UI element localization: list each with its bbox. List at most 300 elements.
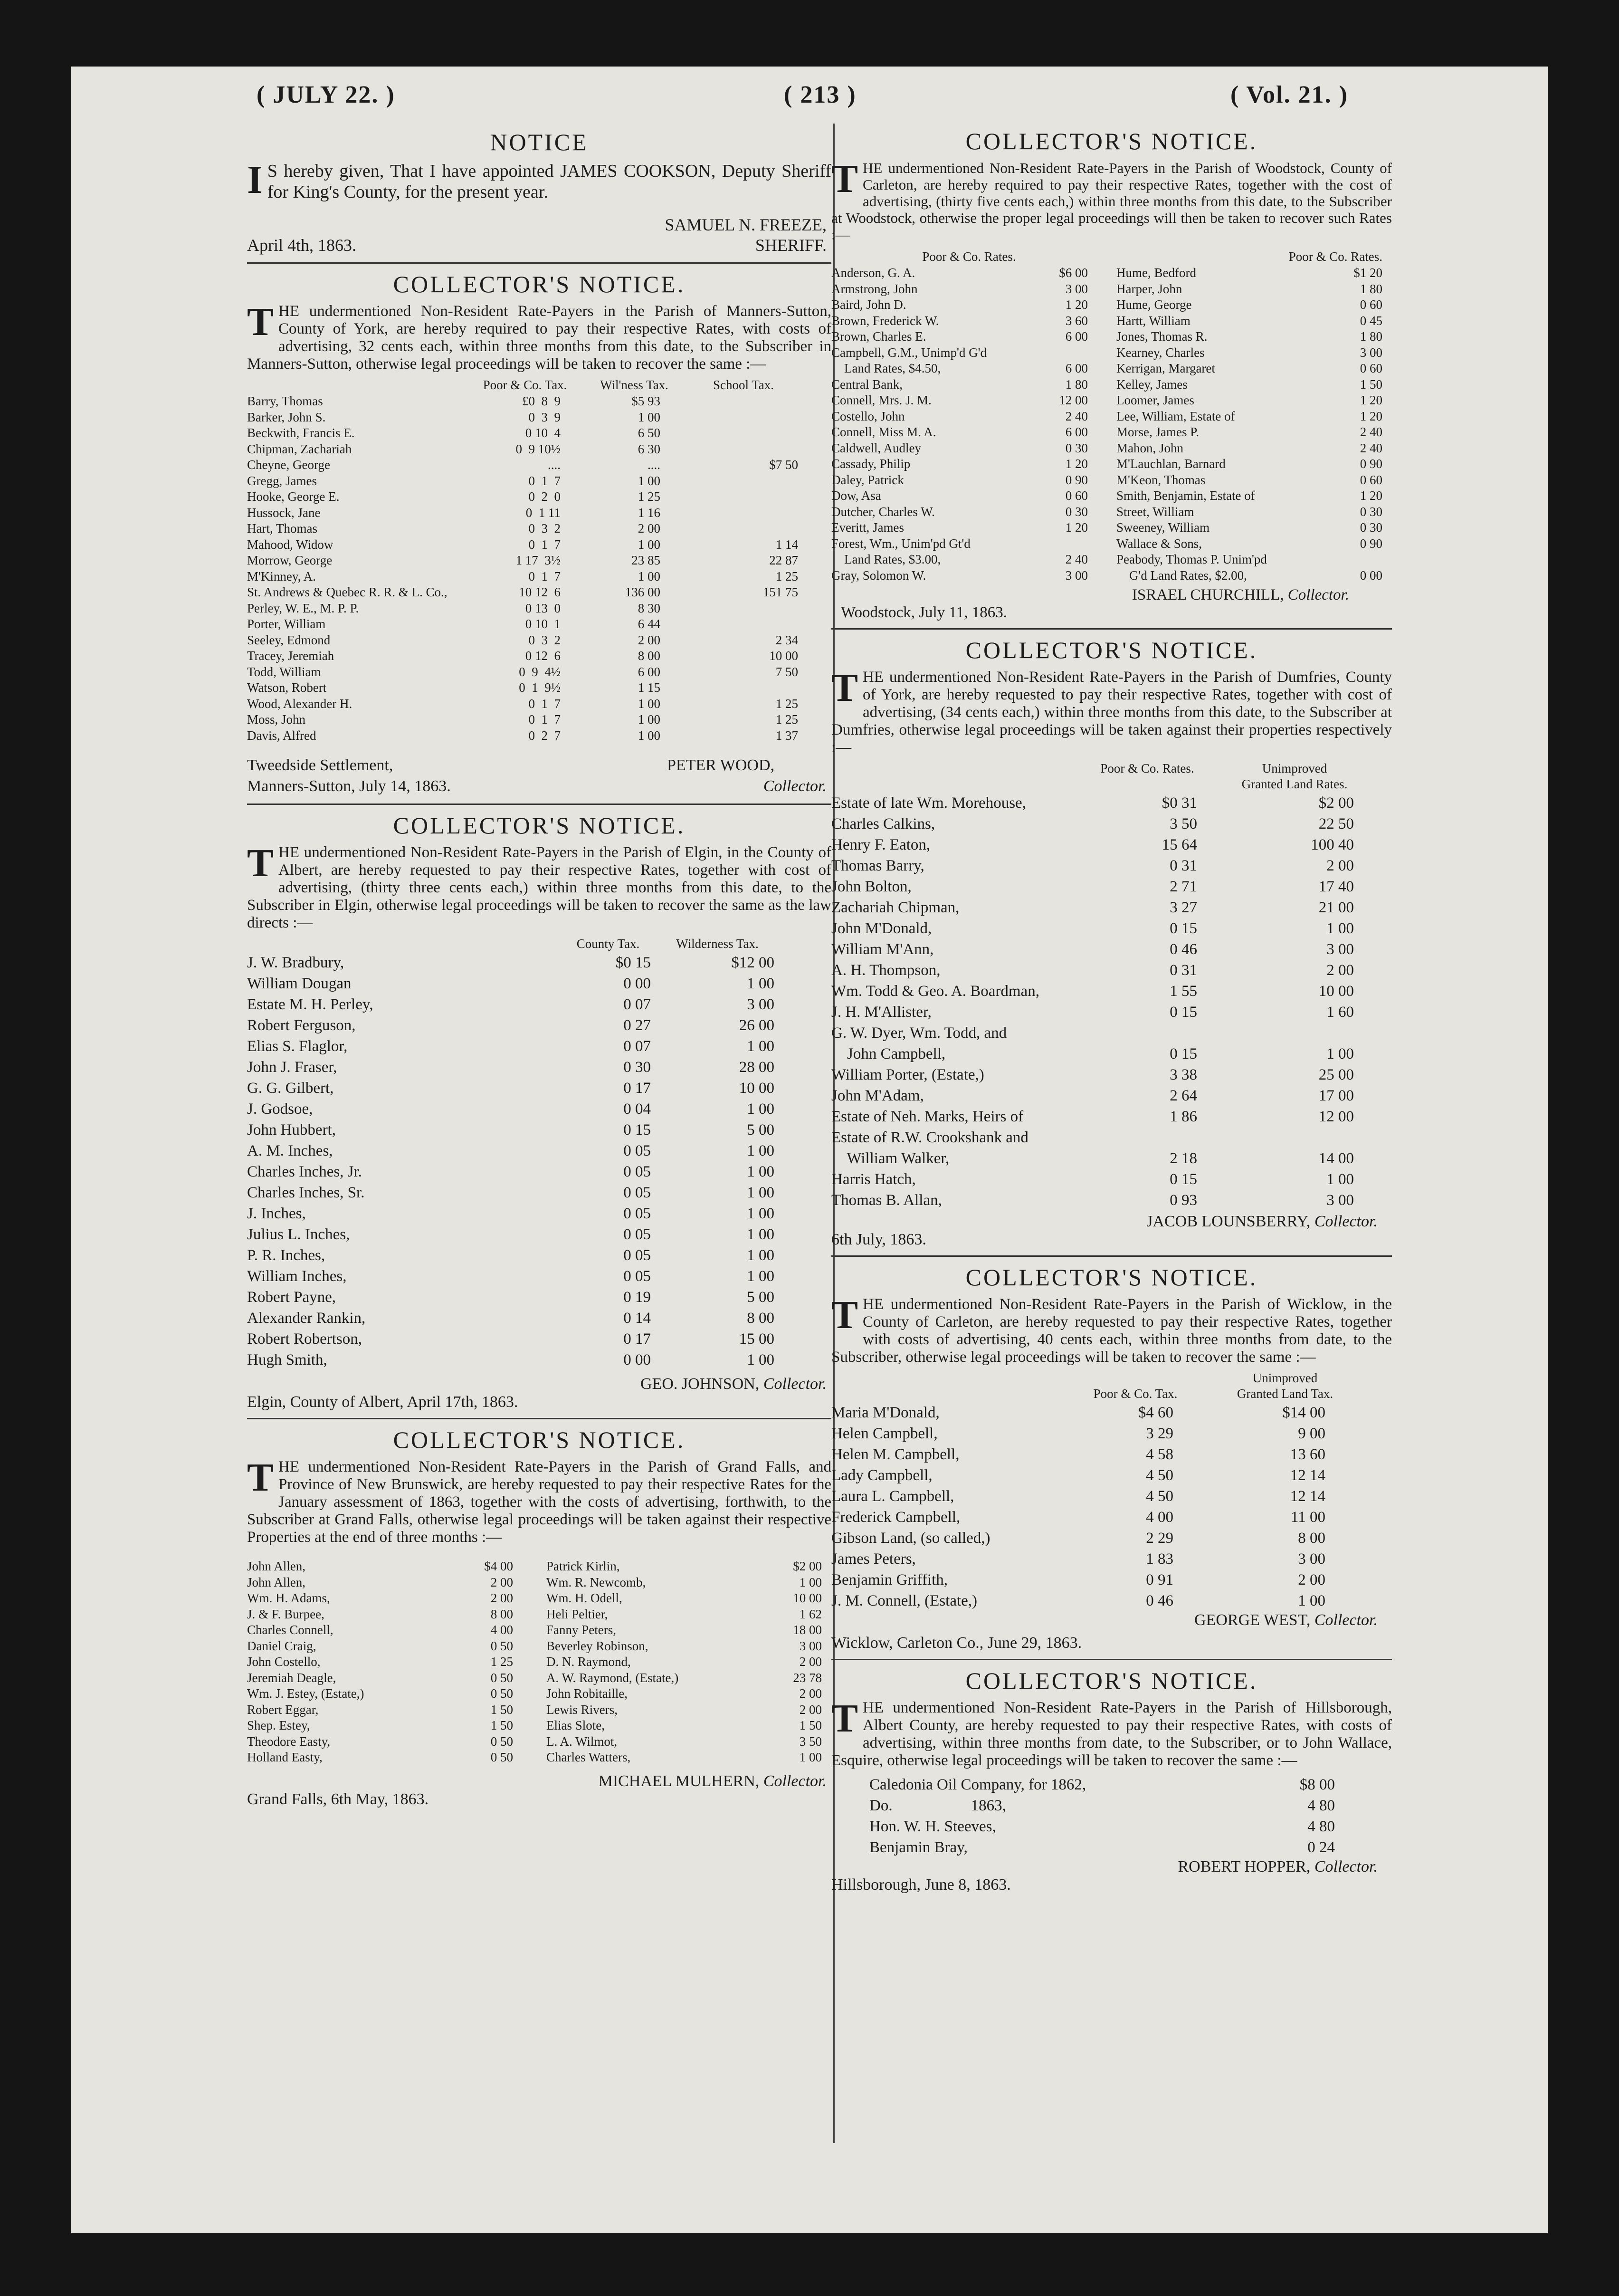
rate-value — [660, 425, 798, 441]
separator — [247, 804, 831, 805]
table-row — [831, 1423, 1392, 1444]
table-row — [831, 1023, 1392, 1043]
notice-body: THE undermentioned Non-Resident Rate-Payers in the Parish of Wicklow, in the County of Carleton, are hereby requested to pay their respective Rates, together with costs of advertising, 40 cents each, within three months from date, to the Subscriber, otherwise legal proceedings will be taken to recover the same :— — [831, 1293, 1392, 1366]
rate-value: 0 17 — [623, 1330, 651, 1348]
payer-name: Elias Slote, — [546, 1718, 605, 1732]
rate-value: 4 50 — [1146, 1467, 1173, 1484]
rate-value: 0 1 11 — [525, 505, 561, 520]
rate-value: 1 00 — [799, 1575, 822, 1589]
rate-value: 2 00 — [638, 632, 660, 647]
table-row — [247, 601, 831, 617]
rate-value: 22 50 — [1318, 815, 1354, 832]
payer-name: Connell, Mrs. J. M. — [831, 393, 932, 407]
rate-value: 2 00 — [1326, 962, 1354, 979]
notice-body: I S hereby given, That I have appointed JAMES COOKSON, Deputy Sheriff for King's County, for the present year. — [247, 158, 831, 202]
rate-value: 3 00 — [799, 1638, 822, 1653]
table-row — [1116, 265, 1392, 281]
rate-value: 136 00 — [625, 585, 660, 599]
rate-value: 0 27 — [623, 1017, 651, 1034]
payer-name: Seeley, Edmond — [247, 632, 331, 647]
table-row — [869, 1774, 1392, 1795]
payer-name: Anderson, G. A. — [831, 266, 915, 280]
rate-value: 0 50 — [490, 1734, 513, 1749]
rate-value: 0 60 — [1360, 297, 1382, 312]
rate-value: 0 2 0 — [528, 489, 561, 504]
rate-value: 0 15 — [1170, 1045, 1197, 1062]
payer-name: Harper, John — [1116, 281, 1182, 296]
payer-name: Wm. R. Newcomb, — [546, 1575, 646, 1589]
table-row — [247, 1559, 532, 1575]
rate-value: 6 44 — [638, 617, 660, 631]
rate-value: 1 00 — [747, 1351, 774, 1368]
rate-value: 21 00 — [1318, 899, 1354, 916]
rate-value: $5 93 — [631, 394, 660, 408]
payer-name: Hume, Bedford — [1116, 266, 1196, 280]
table-row — [247, 1718, 532, 1734]
payer-name: Wm. Todd & Geo. A. Boardman, — [831, 983, 1039, 1000]
notice-role: Collector. — [763, 1375, 827, 1393]
rate-value: 12 14 — [1290, 1467, 1325, 1484]
rate-value: 1 16 — [638, 505, 660, 520]
rate-value: 1 83 — [1146, 1550, 1173, 1568]
rate-value: 0 2 7 — [528, 728, 561, 743]
table-row — [247, 410, 831, 426]
table-row — [1116, 361, 1392, 377]
rate-value: $2 00 — [1318, 794, 1354, 812]
notice-body: THE undermentioned Non-Resident Rate-Payers in the Parish of Grand Falls, and Province of New Brunswick, are hereby requested to pay their respective Rates for the January assessment of 1863, together with the costs of advertising, forthwith, to the Subscriber at Grand Falls, otherwise legal proceedings will be taken against their respective Properties at the end of three months :— — [247, 1455, 831, 1546]
table-row — [247, 712, 831, 728]
table-row — [546, 1654, 831, 1670]
rate-value: 1 00 — [747, 1038, 774, 1055]
table-row — [831, 1085, 1392, 1106]
rate-value: 2 00 — [1326, 857, 1354, 874]
payer-name: Elias S. Flaglor, — [247, 1038, 348, 1055]
table-row — [247, 1245, 831, 1266]
rate-value: 2 64 — [1170, 1087, 1197, 1104]
notice-signer: GEO. JOHNSON, — [640, 1375, 760, 1393]
rate-value: 8 00 — [1298, 1530, 1325, 1547]
payer-name: Brown, Frederick W. — [831, 313, 939, 328]
table-row — [831, 1528, 1392, 1549]
rate-value — [660, 489, 798, 505]
rate-value: 3 38 — [1170, 1066, 1197, 1083]
payer-name: Charles Watters, — [546, 1750, 631, 1764]
rate-value: 0 30 — [1360, 504, 1382, 519]
drop-cap: T — [831, 157, 858, 201]
rate-value: 7 50 — [775, 664, 798, 679]
rate-value: 3 27 — [1170, 899, 1197, 916]
table-row — [831, 1002, 1392, 1023]
separator — [247, 262, 831, 264]
payer-name: Alexander Rankin, — [247, 1310, 366, 1327]
table-row — [831, 960, 1392, 981]
rate-value: 1 50 — [490, 1718, 513, 1732]
table-row — [247, 1140, 831, 1161]
payer-name: Mahood, Widow — [247, 537, 333, 552]
rate-value — [660, 410, 798, 426]
payer-name: Lady Campbell, — [831, 1467, 933, 1484]
payer-name: Hon. W. H. Steeves, — [869, 1818, 996, 1835]
rate-value: 1 20 — [1065, 457, 1088, 471]
rate-value: 1 20 — [1360, 488, 1382, 503]
payer-name: J. Inches, — [247, 1205, 306, 1222]
wicklow-notice: COLLECTOR'S NOTICE. THE undermentioned Non-Resident Rate-Payers in the Parish of Wicklow, in the County of Carleton, are hereby requested to pay their respective Rates, together with costs of advertising, 40 cents each, within three months from date, to the Subscriber, otherwise legal proceedings will be taken to recover the same :— Unimproved Poor & Co. Tax. Granted Land Tax. Maria M'Donald, $4 60 $14 00 Helen Campbell, 3 29 9 00 Helen M. Campbell, 4 58 13 60 Lady Campbell, 4 50 12 14 Laura L. Campbell, 4 50 12 14 Frederick Campbell, 4 00 11 00 Gibson Land, (so called,) 2 29 8 00 James Peters, 1 83 3 00 Benjamin Griffith, 0 91 2 00 J. M. Connell, (Estate,) 0 46 1 00 GEORGE WEST, Collector. Wicklow, Carleton Co., June 29, 1863. — [831, 1264, 1392, 1652]
rate-value: 1 80 — [1360, 329, 1382, 344]
table-row — [247, 1686, 532, 1702]
payer-name: Watson, Robert — [247, 680, 327, 695]
table-row — [546, 1590, 831, 1607]
notice-title: NOTICE — [490, 129, 589, 155]
rate-value: 0 3 9 — [528, 410, 561, 424]
rate-value: 0 17 — [623, 1080, 651, 1097]
payer-name: St. Andrews & Quebec R. R. & L. Co., — [247, 585, 448, 599]
rate-value: 1 00 — [747, 1163, 774, 1180]
rate-value — [1325, 552, 1382, 568]
table-row — [831, 392, 1107, 409]
notice-body: THE undermentioned Non-Resident Rate-Payers in the Parish of Elgin, in the County of Albert, are hereby requested to pay their respective Rates, together with cost of advertising, (thirty three cents each,) within three months from this date, to the Subscriber in Elgin, otherwise legal proceedings will be taken to recover the same as the law directs :— — [247, 841, 831, 931]
notice-body: THE undermentioned Non-Resident Rate-Payers in the Parish of Hillsborough, Albert County, are hereby requested to pay their respective Rates, with costs of advertising, within three months from date, to the Subscriber, or to John Wallace, Esquire, otherwise legal proceedings will be taken to recover the same :— — [831, 1696, 1392, 1769]
table-row — [546, 1686, 831, 1702]
payer-name: Frederick Campbell, — [831, 1509, 961, 1526]
rate-value: 1 80 — [1360, 281, 1382, 296]
table-row — [1116, 313, 1392, 329]
rate-table-right — [546, 1559, 831, 1766]
payer-name: Hume, George — [1116, 297, 1192, 312]
rate-value: 1 50 — [490, 1702, 513, 1717]
payer-name: Kearney, Charles — [1116, 345, 1205, 360]
payer-name: Morse, James P. — [1116, 425, 1199, 439]
rate-value: 0 60 — [1065, 488, 1088, 503]
table-row — [831, 1507, 1392, 1528]
rate-value: 10 00 — [739, 1080, 774, 1097]
payer-name: D. N. Raymond, — [546, 1655, 631, 1669]
payer-name: Kelley, James — [1116, 377, 1188, 392]
rate-value: 1 86 — [1170, 1108, 1197, 1125]
payer-name: James Peters, — [831, 1550, 916, 1568]
payer-name: John Allen, — [247, 1575, 306, 1589]
table-row — [247, 1224, 831, 1245]
table-header: County Tax. Wilderness Tax. — [576, 937, 759, 951]
table-row — [1116, 345, 1392, 361]
rate-value: 0 30 — [1065, 504, 1088, 519]
table-row — [247, 1308, 831, 1329]
rate-value: 0 50 — [490, 1670, 513, 1685]
table-row — [247, 553, 831, 569]
table-row — [1116, 504, 1392, 520]
payer-name: Central Bank, — [831, 377, 903, 392]
sheriff-notice — [247, 128, 831, 256]
rate-value: 0 50 — [490, 1686, 513, 1701]
rate-value: 0 90 — [1360, 457, 1382, 471]
table-header: Poor & Co. Rates. Unimproved — [1100, 761, 1327, 775]
rate-value: 0 1 7 — [528, 569, 561, 584]
rate-value: 1 80 — [1065, 377, 1088, 392]
rate-value: 0 24 — [1307, 1839, 1335, 1856]
table-row — [1116, 472, 1392, 488]
rate-value: 1 00 — [747, 1247, 774, 1264]
payer-name: Maria M'Donald, — [831, 1404, 940, 1421]
payer-name: G'd Land Rates, $2.00, — [1116, 568, 1247, 583]
rate-value: 0 00 — [623, 1351, 651, 1368]
separator — [831, 628, 1392, 630]
notice-date: Grand Falls, 6th May, 1863. — [247, 1790, 429, 1808]
rate-value: 3 00 — [1298, 1550, 1325, 1568]
payer-name: Zachariah Chipman, — [831, 899, 960, 916]
notice-date: Manners-Sutton, July 14, 1863. — [247, 777, 451, 795]
table-row — [831, 568, 1107, 584]
payer-name: Wood, Alexander H. — [247, 696, 352, 711]
rate-value: 3 29 — [1146, 1425, 1173, 1442]
rate-value: 1 55 — [1170, 983, 1197, 1000]
rate-value: 1 00 — [1326, 1171, 1354, 1188]
table-row — [247, 648, 831, 664]
rate-value: 1 00 — [638, 473, 660, 488]
rate-value — [1031, 536, 1088, 552]
payer-name: Hartt, William — [1116, 313, 1190, 328]
rate-value: 1 20 — [1065, 520, 1088, 535]
payer-name: Everitt, James — [831, 520, 904, 535]
rate-value: 28 00 — [739, 1059, 774, 1076]
payer-name: Benjamin Bray, — [869, 1839, 968, 1856]
rate-value: 0 07 — [623, 996, 651, 1013]
rate-value: 0 60 — [1360, 472, 1382, 487]
payer-name: Barker, John S. — [247, 410, 326, 424]
notice-title: COLLECTOR'S NOTICE. — [965, 637, 1258, 663]
rate-value: $6 00 — [1059, 266, 1088, 280]
rate-value: 2 00 — [1298, 1571, 1325, 1588]
rate-value: 3 50 — [799, 1734, 822, 1749]
payer-name: Baird, John D. — [831, 297, 906, 312]
payer-name: Land Rates, $3.00, — [831, 552, 941, 566]
payer-name: G. W. Dyer, Wm. Todd, and — [831, 1024, 1007, 1042]
table-header: Poor & Co. Rates. — [922, 249, 1016, 264]
rate-table — [831, 1402, 1392, 1611]
payer-name: Chipman, Zachariah — [247, 441, 352, 456]
rate-value: 3 00 — [747, 996, 774, 1013]
notice-date: 6th July, 1863. — [831, 1231, 926, 1248]
rate-value: 3 00 — [1065, 281, 1088, 296]
table-row — [869, 1795, 1392, 1816]
issue-date: ( JULY 22. ) — [257, 81, 395, 108]
rate-value: $0 31 — [1162, 794, 1197, 812]
rate-value: 8 00 — [747, 1310, 774, 1327]
rate-value: 0 14 — [623, 1310, 651, 1327]
manners-sutton-notice — [247, 270, 831, 797]
rate-value: 2 00 — [799, 1702, 822, 1717]
notice-signer: GEORGE WEST, — [1194, 1611, 1311, 1629]
payer-name: John Costello, — [247, 1655, 321, 1669]
rate-value — [1107, 1127, 1197, 1148]
notice-role: Collector. — [1314, 1858, 1378, 1875]
payer-name: Lee, William, Estate of — [1116, 409, 1235, 423]
payer-name: Benjamin Griffith, — [831, 1571, 948, 1588]
payer-name: Hart, Thomas — [247, 521, 317, 536]
notice-title: COLLECTOR'S NOTICE. — [393, 812, 686, 839]
notice-date: Wicklow, Carleton Co., June 29, 1863. — [831, 1634, 1082, 1652]
table-row — [247, 680, 831, 696]
volume-number: ( Vol. 21. ) — [1230, 81, 1348, 108]
payer-name: William Dougan — [247, 975, 352, 992]
payer-name: Lewis Rivers, — [546, 1702, 618, 1717]
rate-value: 0 12 6 — [525, 649, 561, 663]
notice-signer: ISRAEL CHURCHILL, — [1132, 586, 1284, 603]
rate-value: 1 00 — [747, 1226, 774, 1243]
payer-name: Fanny Peters, — [546, 1623, 616, 1637]
drop-cap: T — [831, 1696, 858, 1741]
rate-value: 2 34 — [775, 632, 798, 647]
table-row — [831, 1569, 1392, 1590]
table-row — [546, 1638, 831, 1655]
table-row — [831, 1549, 1392, 1569]
table-row — [831, 536, 1107, 552]
hillsborough-notice — [831, 1667, 1392, 1894]
table-row — [831, 855, 1392, 876]
rate-value: 0 50 — [490, 1638, 513, 1653]
rate-value: 0 15 — [1170, 920, 1197, 937]
rate-value: 2 00 — [799, 1655, 822, 1669]
table-header: Poor & Co. Tax. Wil'ness Tax. School Tax. — [483, 378, 774, 392]
notice-date: Elgin, County of Albert, April 17th, 1863. — [247, 1393, 518, 1411]
notice-signer: PETER WOOD, — [667, 756, 774, 774]
table-row — [1116, 392, 1392, 409]
rate-value: 23 85 — [631, 553, 660, 567]
payer-name: John Robitaille, — [546, 1686, 628, 1701]
rate-value: 4 58 — [1146, 1446, 1173, 1463]
rate-value: $4 60 — [1138, 1404, 1173, 1421]
payer-name: William Walker, — [831, 1150, 950, 1167]
payer-name: Thomas B. Allan, — [831, 1192, 942, 1209]
rate-value: 0 05 — [623, 1268, 651, 1285]
rate-value: 10 00 — [1318, 983, 1354, 1000]
rate-value: 0 31 — [1170, 962, 1197, 979]
rate-value: 0 9 4½ — [519, 664, 561, 679]
rate-value: 0 13 0 — [525, 601, 561, 615]
payer-name: John J. Fraser, — [247, 1059, 337, 1076]
left-column — [247, 128, 831, 1808]
table-row — [831, 939, 1392, 960]
payer-name: Loomer, James — [1116, 393, 1194, 407]
rate-value: 2 40 — [1360, 425, 1382, 439]
payer-name: Harris Hatch, — [831, 1171, 916, 1188]
rate-value — [660, 601, 798, 617]
table-row — [247, 994, 831, 1015]
payer-name: Beckwith, Francis E. — [247, 426, 355, 440]
rate-value — [660, 393, 798, 410]
table-row — [831, 813, 1392, 834]
rate-value: 9 00 — [1298, 1425, 1325, 1442]
table-row — [831, 1590, 1392, 1611]
payer-name: Estate M. H. Perley, — [247, 996, 373, 1013]
notice-role: Collector. — [1287, 586, 1349, 603]
table-row — [1116, 281, 1392, 297]
rate-value — [1197, 1127, 1354, 1148]
rate-value: 100 40 — [1311, 836, 1354, 853]
rate-value: 1 00 — [638, 728, 660, 743]
rate-value: 0 3 2 — [528, 521, 561, 536]
rate-value — [660, 441, 798, 458]
rate-value: 1 14 — [775, 537, 798, 552]
rate-value: £0 8 9 — [522, 394, 561, 408]
notice-title: COLLECTOR'S NOTICE. — [965, 128, 1258, 154]
table-row — [831, 1169, 1392, 1190]
notice-role: SHERIFF. — [755, 236, 827, 255]
table-row — [831, 361, 1107, 377]
notice-place: Tweedside Settlement, — [247, 756, 393, 774]
rate-value: 1 00 — [747, 1205, 774, 1222]
table-row — [546, 1734, 831, 1750]
table-row — [247, 952, 831, 973]
payer-name: Costello, John — [831, 409, 905, 423]
rate-value: 1 00 — [638, 410, 660, 424]
payer-name: Hussock, Jane — [247, 505, 321, 520]
rate-value: 8 30 — [638, 601, 660, 615]
table-row — [831, 504, 1107, 520]
table-row — [831, 876, 1392, 897]
table-row — [247, 393, 831, 410]
payer-name: Dutcher, Charles W. — [831, 504, 935, 519]
payer-name: Morrow, George — [247, 553, 333, 567]
rate-value: 1 00 — [638, 569, 660, 584]
rate-value: 6 00 — [638, 664, 660, 679]
rate-table-right — [1116, 265, 1392, 584]
rate-value: 10 00 — [769, 649, 798, 663]
rate-value: 0 31 — [1170, 857, 1197, 874]
rate-value: 4 00 — [1146, 1509, 1173, 1526]
payer-name: Daniel Craig, — [247, 1638, 316, 1653]
table-row — [247, 537, 831, 553]
rate-value: 6 00 — [1065, 329, 1088, 344]
payer-name: Wm. H. Adams, — [247, 1591, 330, 1605]
table-row — [1116, 456, 1392, 472]
payer-name: M'Kinney, A. — [247, 569, 316, 584]
table-row — [247, 584, 831, 601]
payer-name: Estate of late Wm. Morehouse, — [831, 794, 1026, 812]
payer-name: A. M. Inches, — [247, 1142, 333, 1159]
rate-value: 3 00 — [1360, 345, 1382, 360]
table-row — [831, 1190, 1392, 1211]
rate-value: 0 46 — [1146, 1592, 1173, 1609]
rate-value — [660, 680, 798, 696]
table-row — [831, 1444, 1392, 1465]
payer-name: William M'Ann, — [831, 941, 934, 958]
rate-value: 0 05 — [623, 1247, 651, 1264]
rate-value: 2 00 — [799, 1686, 822, 1701]
payer-name: M'Lauchlan, Barnard — [1116, 457, 1226, 471]
notice-date: Hillsborough, June 8, 1863. — [831, 1876, 1011, 1894]
payer-name: Helen Campbell, — [831, 1425, 938, 1442]
rate-value: 0 90 — [1360, 536, 1382, 551]
rate-value: 1 15 — [638, 680, 660, 695]
payer-name: Kerrigan, Margaret — [1116, 361, 1215, 375]
notice-role: Collector. — [1314, 1213, 1378, 1230]
rate-value: 1 20 — [1360, 409, 1382, 423]
rate-value: 0 15 — [1170, 1004, 1197, 1021]
rate-table-left — [247, 1559, 532, 1766]
table-row — [831, 1064, 1392, 1085]
table-row — [831, 345, 1107, 361]
table-row — [247, 1702, 532, 1718]
payer-name: John Bolton, — [831, 878, 912, 895]
rate-value: 14 00 — [1318, 1150, 1354, 1167]
rate-value: 0 1 7 — [528, 712, 561, 727]
payer-name: John M'Donald, — [831, 920, 932, 937]
payer-name: Julius L. Inches, — [247, 1226, 350, 1243]
rate-value: .... — [648, 458, 660, 472]
rate-value: 5 00 — [747, 1121, 774, 1138]
notice-title: COLLECTOR'S NOTICE. — [965, 1264, 1258, 1291]
rate-value: 6 50 — [638, 426, 660, 440]
table-row — [831, 834, 1392, 855]
